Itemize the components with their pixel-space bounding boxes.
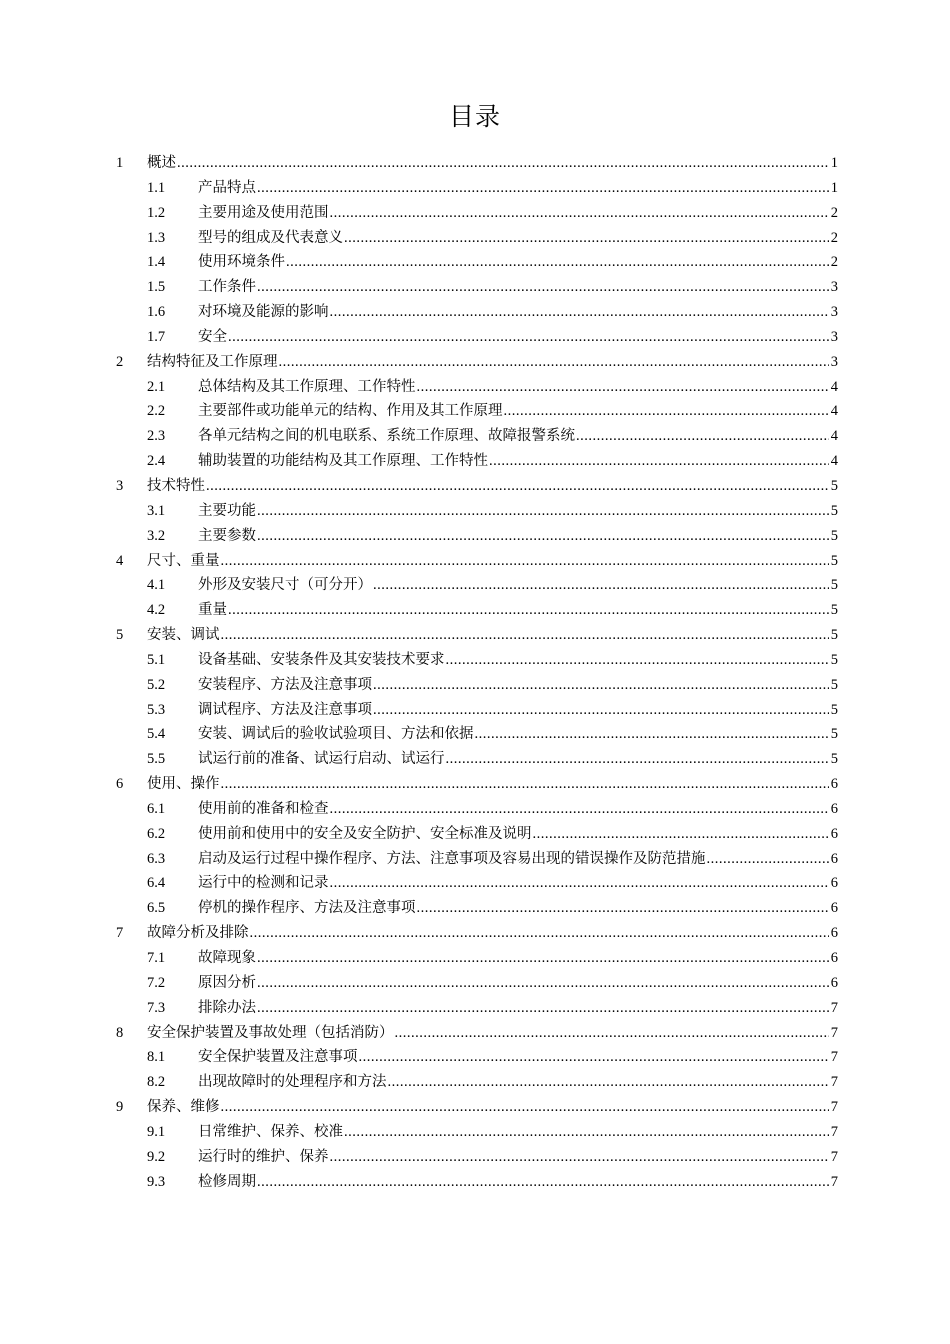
toc-entry-number: 5.4 bbox=[147, 726, 166, 743]
toc-section-entry[interactable] bbox=[116, 226, 838, 251]
toc-entry-page-number: 5 bbox=[830, 552, 838, 569]
toc-entry-number: 4.1 bbox=[147, 577, 166, 594]
toc-entry-number: 2.1 bbox=[147, 378, 166, 395]
toc-entry-page-number: 5 bbox=[830, 726, 838, 743]
toc-chapter-entry[interactable] bbox=[116, 1021, 838, 1046]
toc-section-entry[interactable] bbox=[116, 946, 838, 971]
toc-entry-title: 调试程序、方法及注意事项 bbox=[198, 701, 372, 718]
toc-section-entry[interactable] bbox=[116, 524, 838, 549]
toc-entry-page-number: 4 bbox=[830, 403, 838, 420]
toc-entry-number: 1 bbox=[116, 155, 124, 171]
toc-entry-page-number: 6 bbox=[830, 875, 838, 892]
toc-chapter-entry[interactable] bbox=[116, 772, 838, 797]
toc-dot-leader bbox=[250, 921, 830, 946]
toc-entry-page-number: 1 bbox=[830, 179, 838, 196]
toc-entry-page-number: 7 bbox=[830, 1173, 838, 1190]
toc-dot-leader bbox=[359, 1045, 830, 1070]
toc-entry-page-number: 3 bbox=[830, 304, 838, 321]
toc-dot-leader bbox=[330, 201, 830, 226]
toc-section-entry[interactable] bbox=[116, 648, 838, 673]
toc-section-entry[interactable] bbox=[116, 1145, 838, 1170]
toc-section-entry[interactable] bbox=[116, 325, 838, 350]
toc-entry-number: 1.7 bbox=[147, 328, 166, 345]
toc-section-entry[interactable] bbox=[116, 1070, 838, 1095]
toc-dot-leader bbox=[533, 822, 830, 847]
toc-entry-page-number: 2 bbox=[830, 229, 838, 246]
toc-entry-page-number: 5 bbox=[830, 676, 838, 693]
toc-entry-title: 各单元结构之间的机电联系、系统工作原理、故障报警系统 bbox=[198, 428, 575, 445]
toc-entry-number: 1.2 bbox=[147, 204, 166, 221]
toc-entry-number: 1.4 bbox=[147, 254, 166, 271]
toc-section-entry[interactable] bbox=[116, 996, 838, 1021]
toc-entry-title: 型号的组成及代表意义 bbox=[198, 229, 343, 246]
toc-entry-page-number: 7 bbox=[830, 1123, 838, 1140]
toc-entry-title: 使用、操作 bbox=[147, 776, 220, 793]
toc-section-entry[interactable] bbox=[116, 747, 838, 772]
toc-section-entry[interactable] bbox=[116, 250, 838, 275]
toc-entry-page-number: 6 bbox=[830, 825, 838, 842]
toc-entry-number: 7 bbox=[116, 925, 124, 942]
toc-entry-page-number: 5 bbox=[830, 701, 838, 718]
toc-section-entry[interactable] bbox=[116, 275, 838, 300]
toc-entry-number: 6.4 bbox=[147, 875, 166, 892]
toc-dot-leader bbox=[257, 275, 829, 300]
toc-entry-title: 安装、调试 bbox=[147, 627, 220, 644]
toc-entry-title: 安全保护装置及注意事项 bbox=[198, 1049, 358, 1066]
toc-dot-leader bbox=[330, 871, 830, 896]
toc-entry-page-number: 4 bbox=[830, 453, 838, 470]
toc-dot-leader bbox=[228, 598, 829, 623]
toc-dot-leader bbox=[330, 797, 830, 822]
toc-entry-title: 故障现象 bbox=[198, 950, 256, 966]
toc-entry-title: 外形及安装尺寸（可分开） bbox=[198, 577, 372, 594]
toc-dot-leader bbox=[221, 623, 830, 648]
toc-entry-title: 停机的操作程序、方法及注意事项 bbox=[198, 900, 416, 917]
toc-section-entry[interactable] bbox=[116, 797, 838, 822]
toc-section-entry[interactable] bbox=[116, 375, 838, 400]
toc-entry-number: 7.3 bbox=[147, 999, 166, 1016]
toc-entry-page-number: 4 bbox=[830, 378, 838, 395]
toc-entry-number: 4.2 bbox=[147, 602, 166, 619]
toc-section-entry[interactable] bbox=[116, 971, 838, 996]
toc-entry-title: 排除办法 bbox=[198, 999, 256, 1016]
toc-entry-number: 8.1 bbox=[147, 1049, 166, 1066]
toc-entry-number: 6 bbox=[116, 776, 124, 793]
toc-entry-title: 运行时的维护、保养 bbox=[198, 1148, 329, 1165]
toc-dot-leader bbox=[257, 524, 829, 549]
toc-section-entry[interactable] bbox=[116, 896, 838, 921]
toc-entry-title: 主要用途及使用范围 bbox=[198, 204, 329, 221]
toc-section-entry[interactable] bbox=[116, 822, 838, 847]
toc-dot-leader bbox=[177, 151, 829, 176]
toc-entry-page-number: 2 bbox=[830, 254, 838, 271]
toc-dot-leader bbox=[373, 573, 829, 598]
toc-section-entry[interactable] bbox=[116, 201, 838, 226]
toc-section-entry[interactable] bbox=[116, 176, 838, 201]
toc-entry-title: 安装、调试后的验收试验项目、方法和依据 bbox=[198, 726, 474, 743]
toc-entry-page-number: 1 bbox=[830, 155, 838, 171]
toc-dot-leader bbox=[221, 549, 830, 574]
toc-entry-page-number: 6 bbox=[830, 900, 838, 917]
toc-entry-page-number: 6 bbox=[830, 974, 838, 991]
toc-entry-number: 2 bbox=[116, 353, 124, 370]
toc-entry-title: 工作条件 bbox=[198, 279, 256, 296]
toc-entry-title: 检修周期 bbox=[198, 1173, 256, 1190]
toc-section-entry[interactable] bbox=[116, 847, 838, 872]
toc-entry-title: 重量 bbox=[198, 602, 227, 619]
toc-dot-leader bbox=[257, 176, 829, 201]
toc-entry-page-number: 5 bbox=[830, 477, 838, 494]
toc-entry-page-number: 7 bbox=[830, 1074, 838, 1091]
toc-entry-title: 出现故障时的处理程序和方法 bbox=[198, 1074, 387, 1091]
toc-section-entry[interactable] bbox=[116, 1120, 838, 1145]
toc-dot-leader bbox=[417, 896, 830, 921]
toc-entry-page-number: 3 bbox=[830, 353, 838, 370]
toc-dot-leader bbox=[707, 847, 830, 872]
toc-section-entry[interactable] bbox=[116, 424, 838, 449]
toc-entry-page-number: 7 bbox=[830, 1024, 838, 1041]
toc-dot-leader bbox=[446, 648, 830, 673]
toc-dot-leader bbox=[257, 1170, 829, 1195]
toc-entry-number: 5.2 bbox=[147, 676, 166, 693]
toc-section-entry[interactable] bbox=[116, 499, 838, 524]
toc-dot-leader bbox=[344, 226, 829, 251]
toc-entry-title: 试运行前的准备、试运行启动、试运行 bbox=[198, 751, 445, 768]
toc-dot-leader bbox=[417, 375, 830, 400]
toc-entry-page-number: 5 bbox=[830, 577, 838, 594]
toc-chapter-entry[interactable] bbox=[116, 350, 838, 375]
toc-entry-number: 9.2 bbox=[147, 1148, 166, 1165]
toc-entry-page-number: 5 bbox=[830, 751, 838, 768]
toc-title: 目录 bbox=[448, 102, 501, 131]
toc-entry-number: 1.3 bbox=[147, 229, 166, 246]
toc-entry-page-number: 5 bbox=[830, 627, 838, 644]
toc-entry-title: 原因分析 bbox=[198, 974, 256, 991]
toc-section-entry[interactable] bbox=[116, 449, 838, 474]
toc-entry-title: 产品特点 bbox=[198, 179, 256, 196]
toc-section-entry[interactable] bbox=[116, 598, 838, 623]
toc-entry-page-number: 3 bbox=[830, 279, 838, 296]
toc-dot-leader bbox=[576, 424, 829, 449]
toc-entry-number: 5.3 bbox=[147, 701, 166, 718]
toc-entry-title: 总体结构及其工作原理、工作特性 bbox=[198, 378, 416, 395]
toc-entry-number: 4 bbox=[116, 552, 124, 569]
toc-dot-leader bbox=[373, 673, 829, 698]
toc-entry-title: 日常维护、保养、校准 bbox=[198, 1123, 343, 1140]
toc-dot-leader bbox=[257, 499, 829, 524]
toc-entry-number: 7.2 bbox=[147, 974, 166, 991]
toc-section-entry[interactable] bbox=[116, 722, 838, 747]
toc-entry-number: 3 bbox=[116, 477, 124, 494]
toc-section-entry[interactable] bbox=[116, 300, 838, 325]
toc-entry-number: 3.2 bbox=[147, 527, 166, 544]
toc-section-entry[interactable] bbox=[116, 1045, 838, 1070]
toc-entry-title: 概述 bbox=[147, 155, 176, 171]
toc-entry-number: 6.5 bbox=[147, 900, 166, 917]
toc-section-entry[interactable] bbox=[116, 673, 838, 698]
toc-entry-page-number: 2 bbox=[830, 204, 838, 221]
toc-entry-number: 7.1 bbox=[147, 950, 166, 966]
toc-chapter-entry[interactable] bbox=[116, 151, 838, 176]
toc-entry-number: 6.2 bbox=[147, 825, 166, 842]
toc-entry-number: 2.4 bbox=[147, 453, 166, 470]
toc-chapter-entry[interactable] bbox=[116, 474, 838, 499]
toc-section-entry[interactable] bbox=[116, 871, 838, 896]
toc-dot-leader bbox=[446, 747, 830, 772]
toc-entry-title: 使用前的准备和检查 bbox=[198, 800, 329, 817]
toc-entry-number: 8 bbox=[116, 1024, 124, 1041]
toc-entry-number: 8.2 bbox=[147, 1074, 166, 1091]
toc-dot-leader bbox=[504, 399, 830, 424]
toc-entry-page-number: 6 bbox=[830, 925, 838, 942]
toc-entry-number: 6.3 bbox=[147, 850, 166, 867]
toc-dot-leader bbox=[475, 722, 830, 747]
toc-chapter-entry[interactable] bbox=[116, 549, 838, 574]
toc-dot-leader bbox=[257, 946, 829, 971]
toc-entry-page-number: 6 bbox=[830, 776, 838, 793]
toc-entry-number: 2.2 bbox=[147, 403, 166, 420]
toc-dot-leader bbox=[330, 1145, 830, 1170]
toc-entry-title: 运行中的检测和记录 bbox=[198, 875, 329, 892]
toc-entry-title: 安装程序、方法及注意事项 bbox=[198, 676, 372, 693]
toc-entry-number: 1.1 bbox=[147, 179, 166, 196]
toc-dot-leader bbox=[257, 996, 829, 1021]
toc-dot-leader bbox=[221, 772, 830, 797]
toc-entry-title: 安全保护装置及事故处理（包括消防） bbox=[147, 1024, 394, 1041]
toc-dot-leader bbox=[388, 1070, 830, 1095]
toc-entry-title: 主要功能 bbox=[198, 502, 256, 519]
toc-dot-leader bbox=[330, 300, 830, 325]
toc-entry-title: 安全 bbox=[198, 328, 227, 345]
toc-entry-title: 对环境及能源的影响 bbox=[198, 304, 329, 321]
toc-entry-page-number: 7 bbox=[830, 999, 838, 1016]
toc-section-entry[interactable] bbox=[116, 1170, 838, 1195]
toc-entry-page-number: 6 bbox=[830, 950, 838, 966]
toc-entry-title: 辅助装置的功能结构及其工作原理、工作特性 bbox=[198, 453, 488, 470]
toc-dot-leader bbox=[489, 449, 829, 474]
toc-chapter-entry[interactable] bbox=[116, 921, 838, 946]
toc-entry-page-number: 7 bbox=[830, 1148, 838, 1165]
toc-dot-leader bbox=[206, 474, 829, 499]
toc-dot-leader bbox=[373, 698, 829, 723]
toc-dot-leader bbox=[279, 350, 830, 375]
toc-entry-page-number: 7 bbox=[830, 1099, 838, 1116]
toc-entry-number: 3.1 bbox=[147, 502, 166, 519]
toc-entry-page-number: 6 bbox=[830, 800, 838, 817]
toc-dot-leader bbox=[221, 1095, 830, 1120]
toc-dot-leader bbox=[344, 1120, 829, 1145]
toc-entry-page-number: 3 bbox=[830, 328, 838, 345]
toc-entry-number: 9.3 bbox=[147, 1173, 166, 1190]
toc-section-entry[interactable] bbox=[116, 573, 838, 598]
toc-entry-title: 技术特性 bbox=[147, 477, 205, 494]
toc-entry-page-number: 4 bbox=[830, 428, 838, 445]
toc-entry-number: 6.1 bbox=[147, 800, 166, 817]
toc-entry-page-number: 5 bbox=[830, 527, 838, 544]
toc-entry-number: 1.5 bbox=[147, 279, 166, 296]
toc-entry-number: 1.6 bbox=[147, 304, 166, 321]
toc-entry-number: 9.1 bbox=[147, 1123, 166, 1140]
toc-entry-number: 5 bbox=[116, 627, 124, 644]
toc-entry-page-number: 5 bbox=[830, 602, 838, 619]
toc-entry-number: 5.1 bbox=[147, 651, 166, 668]
toc-entry-number: 5.5 bbox=[147, 751, 166, 768]
toc-entry-title: 主要参数 bbox=[198, 527, 256, 544]
toc-chapter-entry[interactable] bbox=[116, 623, 838, 648]
toc-list bbox=[116, 151, 838, 1194]
toc-entry-page-number: 7 bbox=[830, 1049, 838, 1066]
toc-entry-title: 使用前和使用中的安全及安全防护、安全标准及说明 bbox=[198, 825, 532, 842]
toc-dot-leader bbox=[395, 1021, 830, 1046]
toc-entry-page-number: 5 bbox=[830, 502, 838, 519]
toc-dot-leader bbox=[228, 325, 829, 350]
toc-entry-title: 结构特征及工作原理 bbox=[147, 353, 278, 370]
toc-entry-page-number: 5 bbox=[830, 651, 838, 668]
toc-entry-title: 保养、维修 bbox=[147, 1099, 220, 1116]
toc-entry-title: 设备基础、安装条件及其安装技术要求 bbox=[198, 651, 445, 668]
toc-section-entry[interactable] bbox=[116, 399, 838, 424]
toc-entry-title: 主要部件或功能单元的结构、作用及其工作原理 bbox=[198, 403, 503, 420]
toc-entry-title: 故障分析及排除 bbox=[147, 925, 249, 942]
toc-entry-number: 9 bbox=[116, 1099, 124, 1116]
toc-entry-title: 启动及运行过程中操作程序、方法、注意事项及容易出现的错误操作及防范措施 bbox=[198, 850, 706, 867]
toc-chapter-entry[interactable] bbox=[116, 1095, 838, 1120]
toc-entry-number: 2.3 bbox=[147, 428, 166, 445]
toc-entry-title: 尺寸、重量 bbox=[147, 552, 220, 569]
toc-dot-leader bbox=[257, 971, 829, 996]
toc-entry-page-number: 6 bbox=[830, 850, 838, 867]
toc-entry-title: 使用环境条件 bbox=[198, 254, 285, 271]
toc-dot-leader bbox=[286, 250, 829, 275]
toc-section-entry[interactable] bbox=[116, 698, 838, 723]
